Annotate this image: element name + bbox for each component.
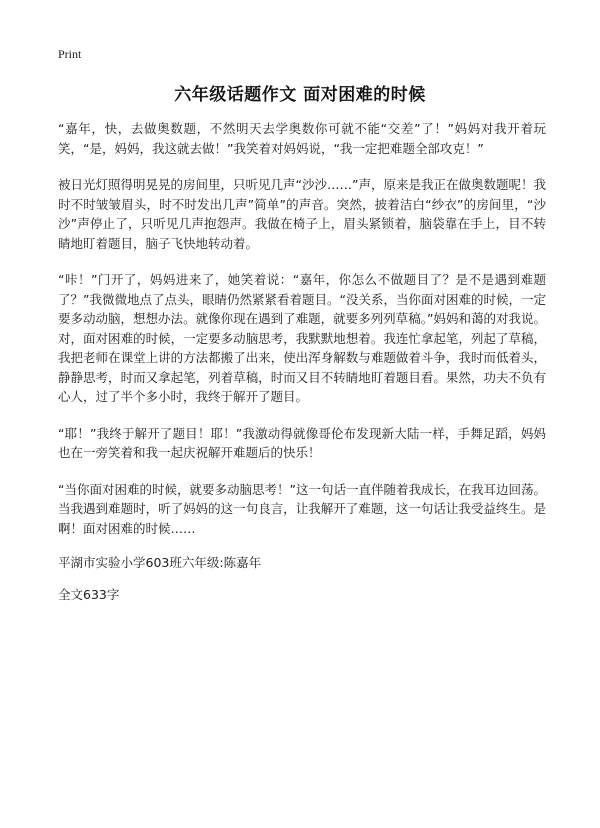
article-body (58, 119, 546, 604)
paragraph-4: “耶！”我终于解开了题目！耶！”我激动得就像哥伦布发现新大陆一样，手舞足蹈，妈妈也在一旁笑着和我一起庆祝解开难题后的快乐！ (58, 425, 546, 460)
word-count: 全文633字 (58, 587, 120, 602)
article-title: 六年级话题作文 面对困难的时候 (174, 85, 426, 105)
paragraph-5: “当你面对困难的时候，就要多动脑思考！”这一句话一直伴随着我成长，在我耳边回荡。当我遇到难题时，听了妈妈的这一句良言，让我解开了难题，这一句话让我受益终生。是啊！面对困难的时候…… (58, 481, 546, 536)
paragraph-3: “咔！”门开了，妈妈进来了，她笑着说：“嘉年，你怎么不做题目了？是不是遇到难题了？”我微微地点了点头，眼睛仍然紧紧看着题目。“没关系，当你面对困难的时候，一定要多动动脑，想想办法。就像你现在遇到了难题，就要多列列草稿。”妈妈和蔼的对我说。对，面对困难的时候，一定要多动脑思考，我默默地想着。我连忙拿起笔，列起了草稿，我把老师在课堂上讲的方法都搬了出来，使出浑身解数与难题做着斗争，我时而低着头，静静思考，时而又拿起笔，列着草稿，时而又目不转睛地盯着题目看。果然，功夫不负有心人，过了半个多小时，我终于解开了题目。 (58, 272, 546, 404)
paragraph-1: “嘉年，快，去做奥数题，不然明天去学奥数你可就不能“交差”了！”妈妈对我开着玩笑，“是，妈妈，我这就去做！”我笑着对妈妈说，“我一定把难题全部攻克！” (58, 121, 546, 156)
paragraph-2: 被日光灯照得明晃晃的房间里，只听见几声“沙沙……”声，原来是我正在做奥数题呢！我时不时皱皱眉头，时不时发出几声”简单”的声音。突然，披着洁白“纱衣”的房间里，“沙沙”声停止了，只听见几声抱怨声。我做在椅子上，眉头紧锁着，脑袋靠在手上，目不转睛地盯着题目，脑子飞快地转动着。 (58, 177, 546, 251)
print-link[interactable]: Print (58, 47, 82, 61)
author-line: 平湖市实验小学603班六年级:陈嘉年 (58, 555, 262, 570)
